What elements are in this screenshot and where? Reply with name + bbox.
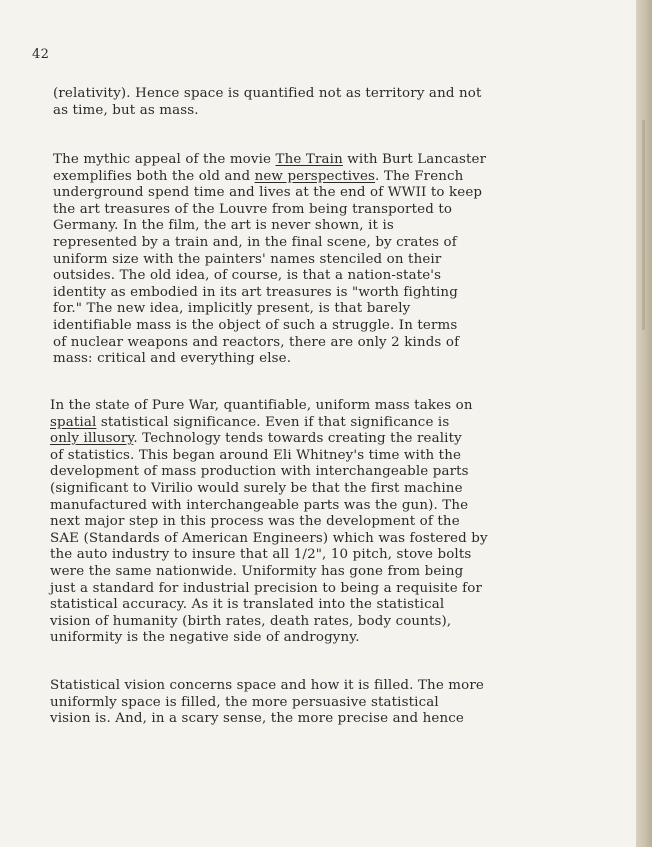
text-line: identifiable mass is the object of such a struggle. In terms bbox=[53, 317, 458, 333]
text-line: (significant to Virilio would surely be that the first machine bbox=[50, 480, 463, 496]
text-line: identity as embodied in its art treasures is "worth fighting bbox=[53, 284, 458, 300]
text-line: spatial statistical significance. Even if that significance is bbox=[50, 414, 450, 430]
text-line: as time, but as mass. bbox=[53, 102, 199, 118]
text-line: Germany. In the film, the art is never shown, it is bbox=[53, 218, 394, 234]
book-spine-shadow bbox=[636, 0, 652, 847]
paragraph-1 bbox=[53, 86, 482, 119]
text-line: uniform size with the painters' names stenciled on their bbox=[53, 251, 442, 267]
paragraph-3 bbox=[50, 398, 488, 647]
text-line: just a standard for industrial precision to being a requisite for bbox=[50, 580, 483, 596]
text-line: of statistics. This began around Eli Whitney's time with the bbox=[50, 447, 462, 463]
text-line: SAE (Standards of American Engineers) which was fostered by bbox=[50, 530, 488, 546]
text-line: were the same nationwide. Uniformity has gone from being bbox=[50, 563, 464, 579]
text-line: uniformity is the negative side of androgyny. bbox=[50, 630, 360, 646]
page-number: 42 bbox=[32, 47, 50, 62]
text-line: outsides. The old idea, of course, is that a nation-state's bbox=[53, 268, 442, 284]
text-line: statistical accuracy. As it is translated into the statistical bbox=[50, 597, 445, 613]
text-line: The mythic appeal of the movie The Train with Burt Lancaster bbox=[53, 152, 487, 167]
text-line: the auto industry to insure that all 1/2", 10 pitch, stove bolts bbox=[50, 547, 472, 563]
text-line: for." The new idea, implicitly present, is that barely bbox=[53, 301, 411, 317]
text-line: represented by a train and, in the final scene, by crates of bbox=[53, 234, 457, 250]
text-line: development of mass production with interchangeable parts bbox=[50, 464, 469, 480]
text-line: vision is. And, in a scary sense, the more precise and hence bbox=[50, 711, 464, 727]
text-line: of nuclear weapons and reactors, there are only 2 kinds of bbox=[53, 334, 460, 350]
text-line: next major step in this process was the development of the bbox=[50, 514, 460, 530]
text-line: the art treasures of the Louvre from being transported to bbox=[53, 201, 453, 217]
text-line: mass: critical and everything else. bbox=[53, 351, 292, 367]
text-line: only illusory. Technology tends towards creating the reality bbox=[50, 431, 462, 447]
paragraph-2 bbox=[53, 152, 486, 368]
text-line: Statistical vision concerns space and how it is filled. The more bbox=[50, 678, 484, 693]
text-line: (relativity). Hence space is quantified not as territory and not bbox=[53, 86, 482, 101]
text-line: exemplifies both the old and new perspectives. The French bbox=[53, 168, 464, 184]
text-line: underground spend time and lives at the end of WWII to keep bbox=[53, 185, 483, 201]
text-line: manufactured with interchangeable parts was the gun). The bbox=[50, 497, 469, 513]
text-line: In the state of Pure War, quantifiable, uniform mass takes on bbox=[50, 398, 473, 413]
text-line: vision of humanity (birth rates, death rates, body counts), bbox=[50, 613, 452, 629]
paragraph-4 bbox=[50, 678, 484, 728]
text-line: uniformly space is filled, the more persuasive statistical bbox=[50, 694, 439, 710]
